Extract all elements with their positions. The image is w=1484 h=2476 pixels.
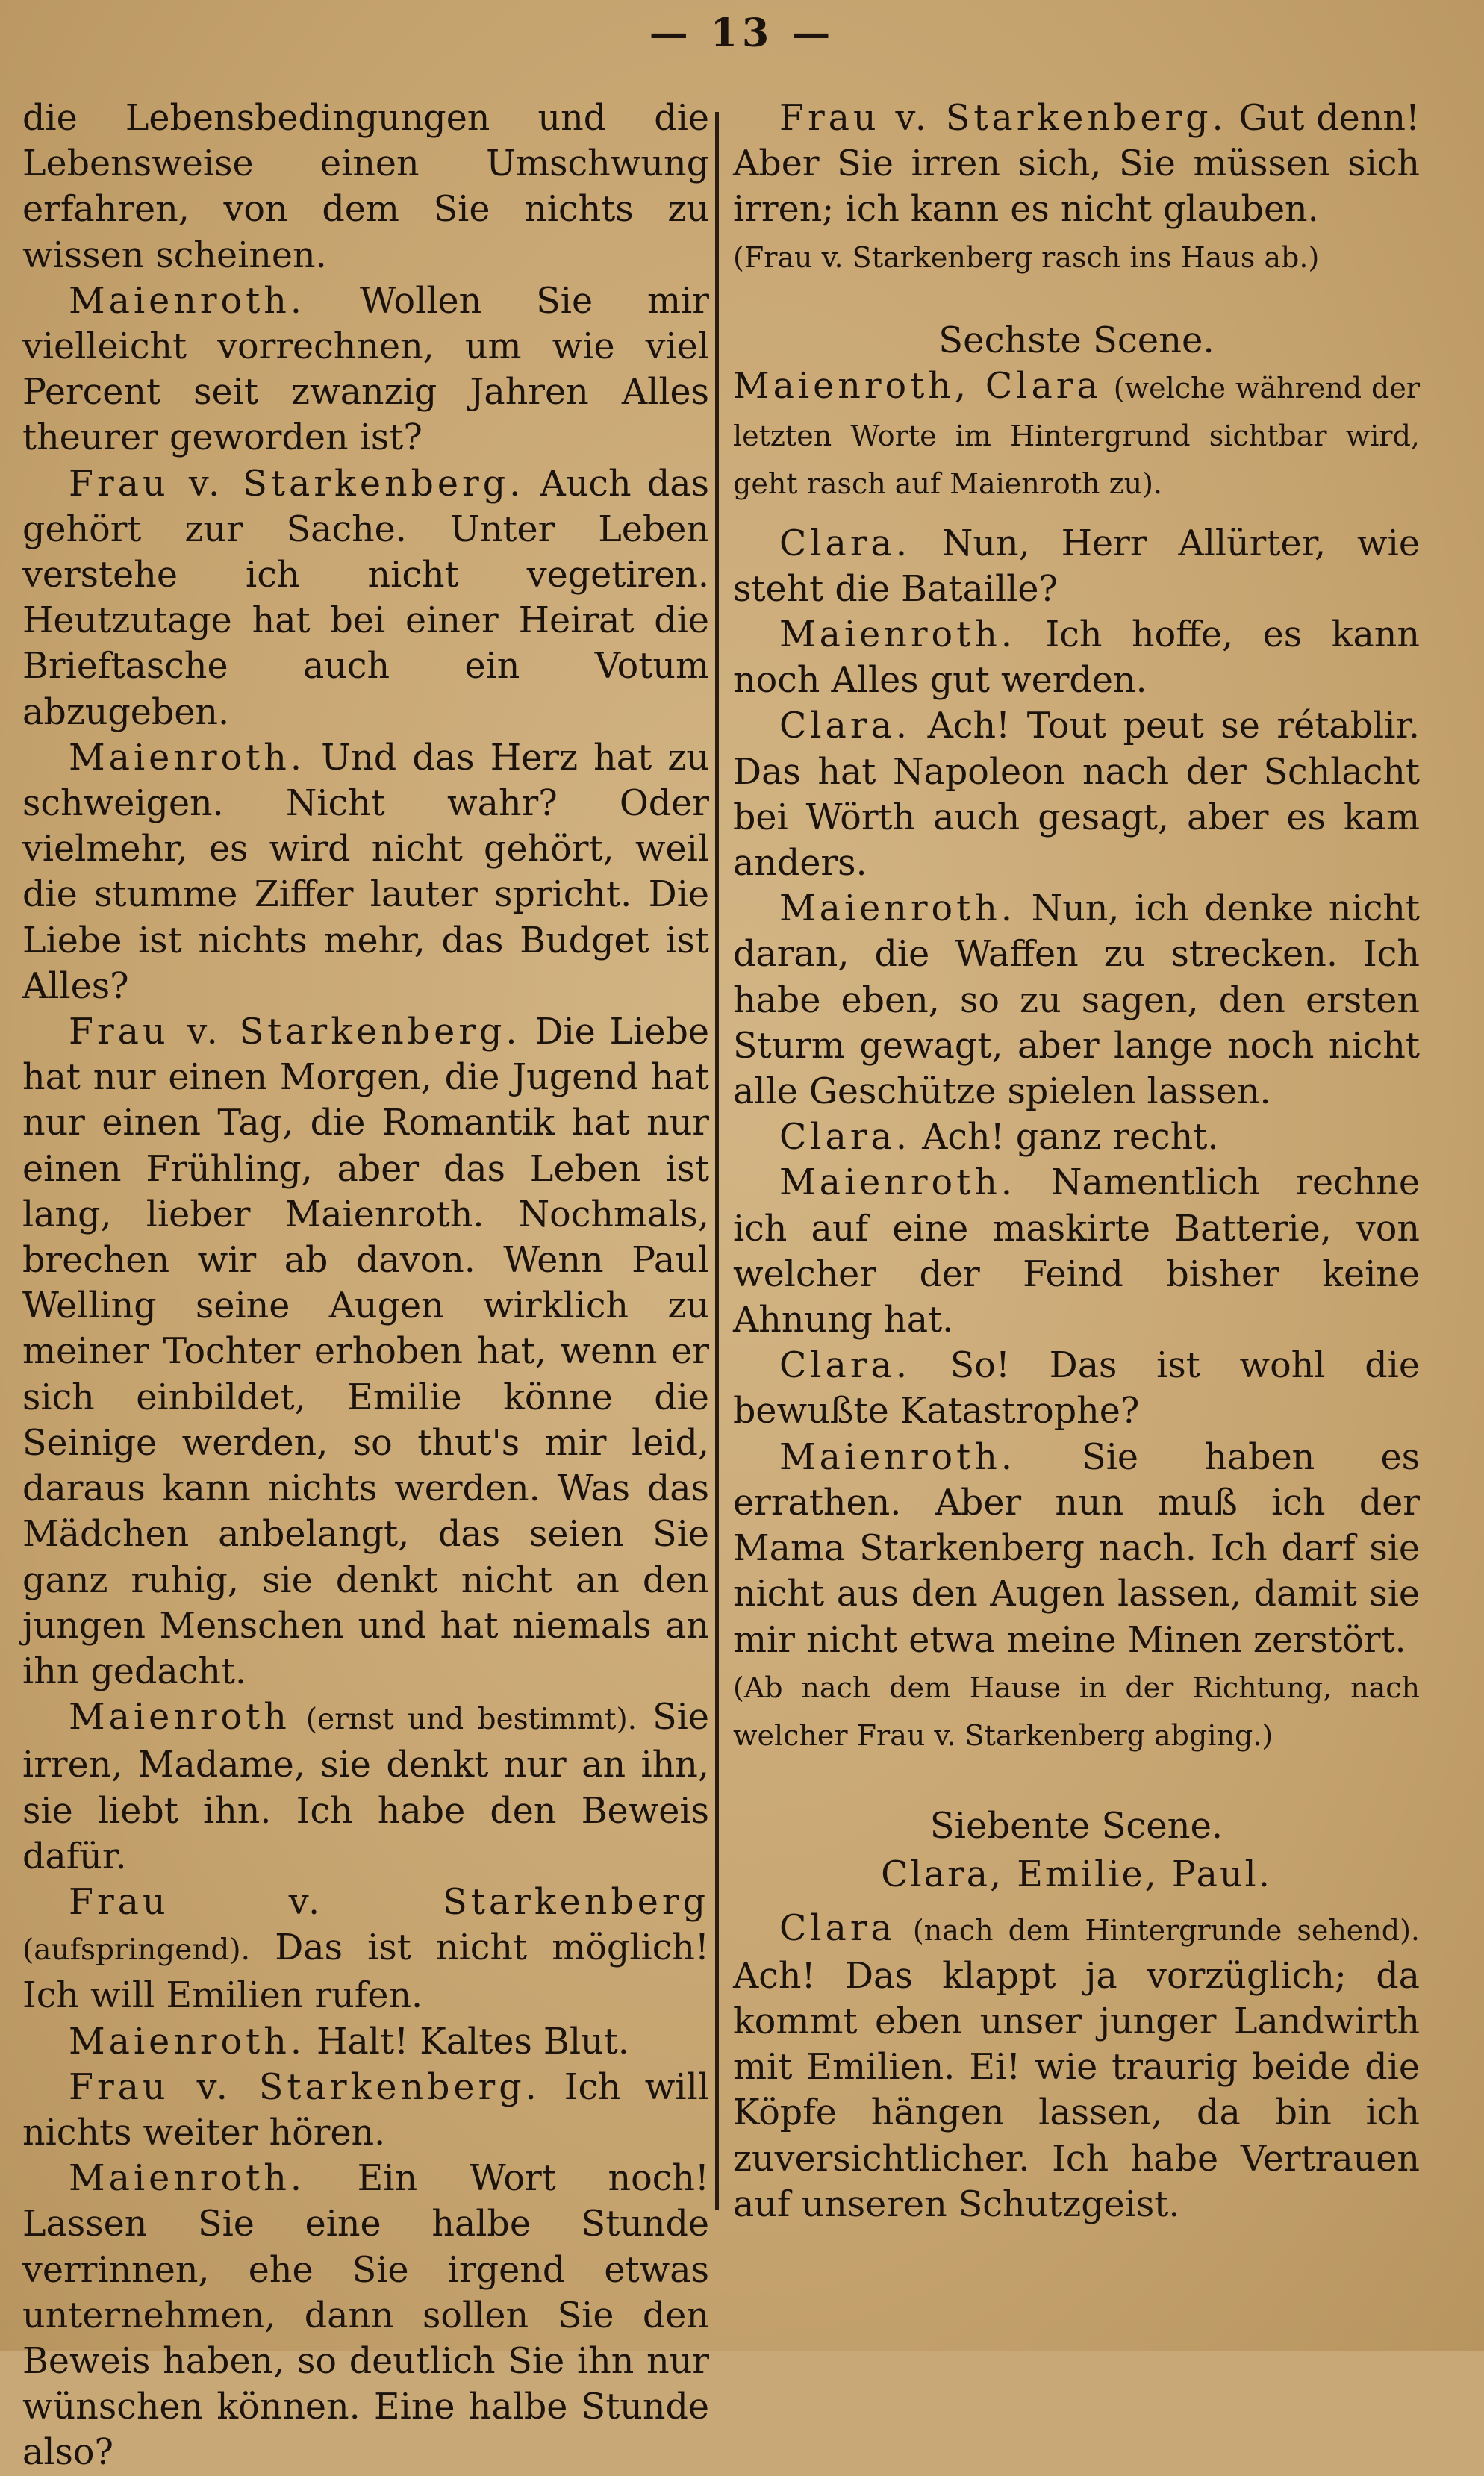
dialogue-paragraph (22, 735, 709, 1009)
dialogue-text: Wollen Sie mir vielleicht vorrechnen, um wie viel Percent seit zwanzig Jahren Alles theurer geworden ist? (22, 280, 709, 459)
dialogue-paragraph (22, 2065, 709, 2156)
right-column (733, 96, 1420, 2227)
speaker-name: Maienroth. (69, 2021, 305, 2062)
scene6-persons-direction: (welche während der letzten Worte im Hintergrund sichtbar wird, geht rasch auf Maienroth zu). (733, 372, 1421, 501)
dialogue-text: Das ist nicht möglich! Ich will Emilien rufen. (22, 1927, 709, 2017)
dialogue-text: So! Das ist wohl die bewußte Katastrophe? (733, 1345, 1420, 1432)
speaker-name: Maienroth (69, 1697, 290, 1738)
dialogue-text: Ich hoffe, es kann noch Alles gut werden. (733, 614, 1420, 702)
scene7-dialogue (733, 1906, 1420, 2227)
dialogue-paragraph (733, 1160, 1420, 1343)
dialogue-text: Nun, Herr Allürter, wie steht die Bataille? (733, 523, 1420, 610)
dialogue-paragraph (733, 233, 1420, 281)
dialogue-text: Sie irren, Madame, sie denkt nur an ihn, sie liebt ihn. Ich habe den Beweis dafür. (22, 1697, 709, 1877)
dialogue-text: Gut denn! Aber Sie irren sich, Sie müssen sich irren; ich kann es nicht glauben. (733, 98, 1420, 231)
scene7-persons: Clara, Emilie, Paul. (881, 1854, 1272, 1896)
scene-heading-sechste: Sechste Scene. (938, 319, 1215, 361)
dialogue-paragraph (733, 1435, 1420, 1663)
dialogue-paragraph (22, 278, 709, 461)
dialogue-text: Ach! Tout peut se rétablir. Das hat Napoleon nach der Schlacht bei Wörth auch gesagt, aber es kam anders. (733, 705, 1420, 885)
dialogue-paragraph (22, 2019, 709, 2065)
scene6-dialogue (733, 521, 1420, 1759)
dialogue-paragraph (22, 96, 709, 278)
scene-heading-siebente: Siebente Scene. (929, 1805, 1223, 1847)
speaker-name: Maienroth. (69, 737, 305, 779)
speaker-name: Clara. (779, 1345, 911, 1387)
dialogue-text: Die Liebe hat nur einen Morgen, die Jugend hat nur einen Tag, die Romantik hat nur einen Frühling, aber das Leben ist lang, lieber Maienroth. Nochmals, brechen wir ab davon. Wenn Paul Welling seine Augen wirklich zu meiner Tochter erhoben hat, wenn er sich einbildet, Emilie könne die Seinige werden, so thut's mir leid, daraus kann nichts werden. Was das Mädchen anbelangt, das seien Sie ganz ruhig, sie denkt nicht an den jungen Menschen und hat niemals an ihn gedacht. (22, 1011, 709, 1692)
dialogue-text: Und das Herz hat zu schweigen. Nicht wahr? Oder vielmehr, es wird nicht gehört, weil die stumme Ziffer lauter spricht. Die Liebe ist nichts mehr, das Budget ist Alles? (22, 737, 709, 1007)
speaker-name: Maienroth. (779, 888, 1016, 930)
dialogue-text: Ein Wort noch! Lassen Sie eine halbe Stunde verrinnen, ehe Sie irgend etwas unternehmen, dann sollen Sie den Beweis haben, so deutlich Sie ihn nur wünschen können. Eine halbe Stunde also? (22, 2158, 709, 2474)
dialogue-paragraph (22, 2156, 709, 2475)
dialogue-text: Ach! Das klappt ja vorzüglich; da kommt eben unser junger Landwirth mit Emilien. Ei! wie traurig beide die Köpfe hängen lassen, da bin ich zuversichtlicher. Ich habe Vertrauen auf unseren Schutzgeist. (733, 1955, 1420, 2225)
right-column-top (733, 96, 1420, 281)
speaker-name: Clara. (779, 523, 911, 564)
dialogue-paragraph (733, 1114, 1420, 1160)
dialogue-paragraph (733, 1663, 1420, 1759)
dialogue-text: Auch das gehört zur Sache. Unter Leben verstehe ich nicht vegetiren. Heutzutage hat bei einer Heirat die Brieftasche auch ein Votum abzugeben. (22, 463, 709, 733)
dialogue-text: Halt! Kaltes Blut. (317, 2021, 629, 2062)
speaker-name: Clara. (779, 705, 911, 747)
speaker-name: Frau v. Starkenberg (69, 1881, 709, 1923)
stage-direction: (Ab nach dem Hause in der Richtung, nach welcher Frau v. Starkenberg abging.) (733, 1671, 1420, 1752)
speaker-name: Maienroth. (779, 1436, 1016, 1478)
stage-direction: (ernst und bestimmt). (305, 1703, 637, 1737)
dialogue-paragraph (733, 1906, 1420, 2227)
dialogue-paragraph (733, 703, 1420, 886)
column-divider (715, 112, 719, 2210)
dialogue-text: die Lebensbedingungen und die Lebensweise einen Umschwung erfahren, von dem Sie nichts zu wissen scheinen. (22, 98, 709, 276)
stage-direction: (Frau v. Starkenberg rasch ins Haus ab.) (733, 240, 1320, 274)
page-number: — 13 — (649, 10, 835, 56)
speaker-name: Maienroth. (69, 280, 305, 322)
dialogue-text: Ach! ganz recht. (922, 1117, 1219, 1159)
speaker-name: Maienroth. (779, 1162, 1016, 1204)
speaker-name: Clara. (779, 1117, 911, 1159)
stage-direction: (nach dem Hintergrunde sehend). (912, 1913, 1421, 1947)
dialogue-paragraph (733, 612, 1420, 703)
dialogue-text: Sie haben es errathen. Aber nun muß ich der Mama Starkenberg nach. Ich darf sie nicht aus den Augen lassen, damit sie mir nicht etwa meine Minen zerstört. (733, 1436, 1420, 1661)
dialogue-paragraph (22, 461, 709, 735)
stage-direction: (aufspringend). (22, 1933, 250, 1968)
speaker-name: Maienroth. (69, 2158, 305, 2200)
dialogue-paragraph (22, 1880, 709, 2019)
speaker-name: Frau v. Starkenberg. (69, 463, 525, 505)
speaker-name: Maienroth. (779, 614, 1016, 656)
speaker-name: Frau v. Starkenberg. (779, 98, 1227, 139)
left-column (22, 96, 709, 2476)
dialogue-text: Ich will nichts weiter hören. (22, 2066, 709, 2154)
scene6-persons (733, 364, 1420, 508)
speaker-name: Clara (779, 1907, 896, 1949)
dialogue-paragraph (22, 1694, 709, 1880)
speaker-name: Frau v. Starkenberg. (69, 1011, 521, 1053)
dialogue-text: Nun, ich denke nicht daran, die Waffen zu strecken. Ich habe eben, so zu sagen, den ersten Sturm gewagt, aber lange noch nicht alle Geschütze spielen lassen. (733, 888, 1420, 1113)
dialogue-paragraph (733, 1343, 1420, 1434)
speaker-name: Frau v. Starkenberg. (69, 2066, 540, 2108)
scene6-persons-names: Maienroth, Clara (733, 366, 1102, 408)
dialogue-text: Namentlich rechne ich auf eine maskirte Batterie, von welcher der Feind bisher keine Ahnung hat. (733, 1162, 1420, 1341)
dialogue-paragraph (733, 96, 1420, 233)
dialogue-paragraph (22, 1009, 709, 1694)
dialogue-paragraph (733, 521, 1420, 612)
dialogue-paragraph (733, 886, 1420, 1114)
